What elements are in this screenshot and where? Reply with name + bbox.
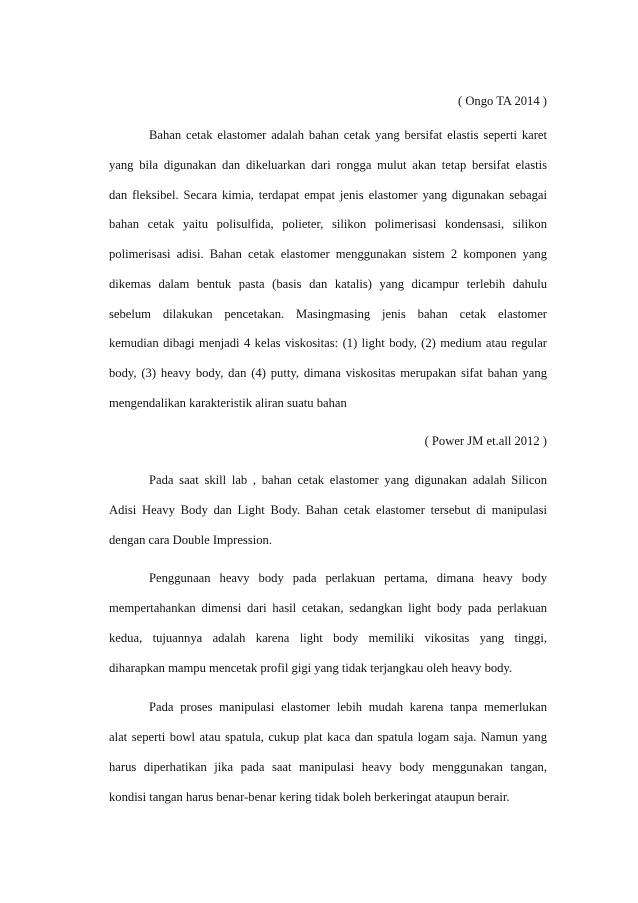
paragraph-1-line-6: dikemas dalam bentuk pasta (basis dan katalis) yang dicampur terlebih dahulu — [109, 277, 547, 291]
paragraph-1-line-5: polimerisasi adisi. Bahan cetak elastomer menggunakan sistem 2 komponen yang — [109, 247, 547, 261]
paragraph-3-line-4: diharapkan mampu mencetak profil gigi yang tidak terjangkau oleh heavy body. — [109, 661, 513, 675]
paragraph-2-line-2: Adisi Heavy Body dan Light Body. Bahan cetak elastomer tersebut di manipulasi — [109, 503, 547, 517]
citation-power: ( Power JM et.all 2012 ) — [424, 434, 547, 448]
paragraph-1-line-9: body, (3) heavy body, dan (4) putty, dimana viskositas merupakan sifat bahan yang — [109, 366, 547, 380]
paragraph-1-line-2: yang bila digunakan dan dikeluarkan dari rongga mulut akan tetap bersifat elastis — [109, 158, 547, 172]
paragraph-4-line-4: kondisi tangan harus benar-benar kering tidak boleh berkeringat ataupun berair. — [109, 790, 510, 804]
citation-ongo: ( Ongo TA 2014 ) — [457, 94, 547, 108]
paragraph-1-line-4: bahan cetak yaitu polisulfida, polieter, silikon polimerisasi kondensasi, silikon — [109, 217, 547, 231]
paragraph-2-line-3: dengan cara Double Impression. — [109, 533, 272, 547]
paragraph-2-line-1: Pada saat skill lab , bahan cetak elastomer yang digunakan adalah Silicon — [149, 473, 547, 487]
paragraph-1-line-7: sebelum dilakukan pencetakan. Masingmasing jenis bahan cetak elastomer — [109, 307, 547, 321]
paragraph-1-line-10: mengendalikan karakteristik aliran suatu bahan — [109, 396, 347, 410]
paragraph-4-line-2: alat seperti bowl atau spatula, cukup plat kaca dan spatula logam saja. Namun yang — [109, 730, 547, 744]
paragraph-1-line-1: Bahan cetak elastomer adalah bahan cetak yang bersifat elastis seperti karet — [149, 128, 547, 142]
paragraph-3-line-3: kedua, tujuannya adalah karena light body memiliki vikositas yang tinggi, — [109, 631, 547, 645]
paragraph-4-line-1: Pada proses manipulasi elastomer lebih mudah karena tanpa memerlukan — [149, 700, 547, 714]
paragraph-1-line-3: dan fleksibel. Secara kimia, terdapat empat jenis elastomer yang digunakan sebagai — [109, 188, 547, 202]
paragraph-4-line-3: harus diperhatikan jika pada saat manipulasi heavy body menggunakan tangan, — [109, 760, 547, 774]
paragraph-3-line-1: Penggunaan heavy body pada perlakuan pertama, dimana heavy body — [149, 571, 547, 585]
paragraph-3-line-2: mempertahankan dimensi dari hasil cetakan, sedangkan light body pada perlakuan — [109, 601, 547, 615]
paragraph-1-line-8: kemudian dibagi menjadi 4 kelas viskositas: (1) light body, (2) medium atau regular — [109, 336, 547, 350]
